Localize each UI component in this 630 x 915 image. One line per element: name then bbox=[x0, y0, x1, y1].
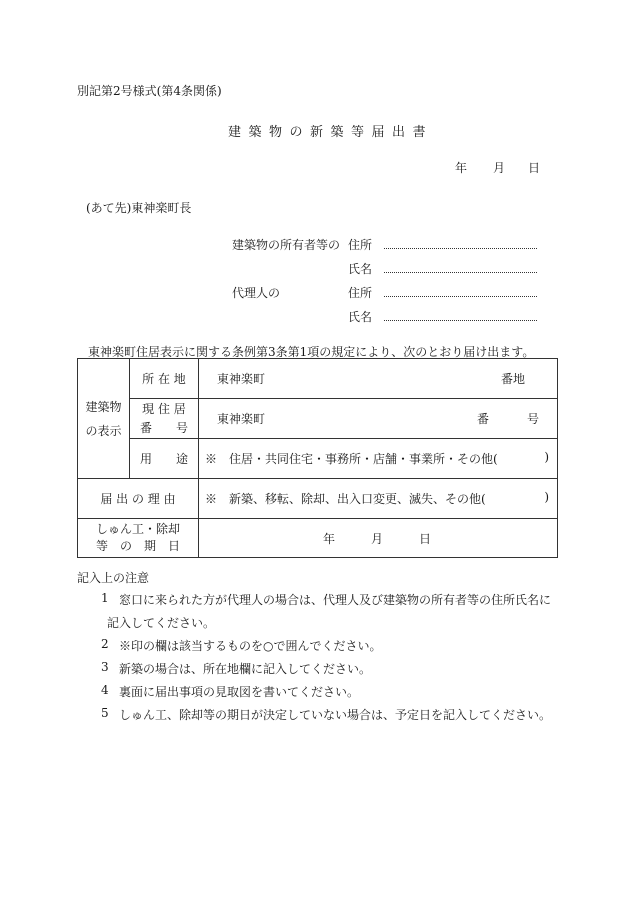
completion-date-label: しゅん工・除却 等 の 期 日 bbox=[78, 519, 199, 558]
date-month-label: 月 bbox=[493, 161, 506, 175]
location-field[interactable] bbox=[199, 359, 558, 399]
agent-address-field[interactable] bbox=[384, 296, 537, 297]
current-address-label: 現 住 居 番 号 bbox=[130, 399, 199, 439]
current-town: 東神楽町 bbox=[217, 412, 266, 426]
date-year-label: 年 bbox=[455, 161, 468, 175]
note-item-3-text: 新築の場合は、所在地欄に記入してください。 bbox=[119, 662, 372, 676]
note-item-4-text: 裏面に届出事項の見取図を書いてください。 bbox=[119, 685, 360, 699]
intro-statement: 東神楽町住居表示に関する条例第3条第1項の規定により、次のとおり届け出ます。 bbox=[88, 345, 535, 359]
current-gou: 号 bbox=[527, 412, 540, 426]
owner-address-field[interactable] bbox=[384, 248, 537, 249]
current-address-field[interactable] bbox=[199, 399, 558, 439]
current-ban: 番 bbox=[477, 412, 490, 426]
agent-name-label: 氏名 bbox=[348, 310, 373, 324]
note-item-3-num: 3 bbox=[101, 660, 109, 674]
addressee: (あて先)東神楽町長 bbox=[86, 201, 192, 215]
use-field[interactable] bbox=[199, 439, 558, 479]
use-label: 用 途 bbox=[130, 439, 199, 479]
use-options: ※ 住居・共同住宅・事務所・店舗・事業所・その他( bbox=[205, 452, 498, 466]
note-item-1-text-cont: 記入してください。 bbox=[107, 616, 216, 630]
note-item-1-text: 窓口に来られた方が代理人の場合は、代理人及び建築物の所有者等の住所氏名に bbox=[119, 593, 552, 607]
owner-name-field[interactable] bbox=[384, 272, 537, 273]
note-item-4-num: 4 bbox=[101, 683, 109, 697]
owner-label: 建築物の所有者等の bbox=[232, 238, 341, 252]
note-item-5-text: しゅん工、除却等の期日が決定していない場合は、予定日を記入してください。 bbox=[119, 708, 552, 722]
use-close-paren: ) bbox=[544, 450, 549, 464]
reason-label: 届 出 の 理 由 bbox=[78, 479, 199, 519]
reason-field[interactable] bbox=[199, 479, 558, 519]
reason-close-paren: ) bbox=[544, 490, 549, 504]
date-day-label: 日 bbox=[528, 161, 541, 175]
completion-date-field[interactable] bbox=[199, 519, 558, 558]
completion-month: 月 bbox=[371, 531, 384, 546]
page-title: 建築物の新築等届出書 bbox=[228, 125, 434, 140]
application-table bbox=[77, 358, 558, 558]
note-item-1-num: 1 bbox=[101, 591, 109, 605]
note-item-2-text: ※印の欄は該当するものを○で囲んでください。 bbox=[119, 639, 382, 653]
agent-address-label: 住所 bbox=[348, 286, 373, 300]
location-banchi: 番地 bbox=[500, 372, 525, 386]
building-group-label: 建築物 の表示 bbox=[78, 359, 130, 479]
location-label: 所 在 地 bbox=[130, 359, 199, 399]
completion-day: 日 bbox=[419, 531, 432, 546]
note-item-5-num: 5 bbox=[101, 706, 109, 720]
owner-name-label: 氏名 bbox=[348, 262, 373, 276]
form-number: 別記第2号様式(第4条関係) bbox=[77, 84, 222, 98]
notes-heading: 記入上の注意 bbox=[77, 571, 150, 585]
agent-name-field[interactable] bbox=[384, 320, 537, 321]
completion-year: 年 bbox=[323, 531, 336, 546]
owner-address-label: 住所 bbox=[348, 238, 373, 252]
agent-label: 代理人の bbox=[232, 286, 281, 300]
note-item-2-num: 2 bbox=[101, 637, 109, 651]
reason-options: ※ 新築、移転、除却、出入口変更、滅失、その他( bbox=[205, 492, 486, 506]
location-town: 東神楽町 bbox=[217, 372, 266, 386]
